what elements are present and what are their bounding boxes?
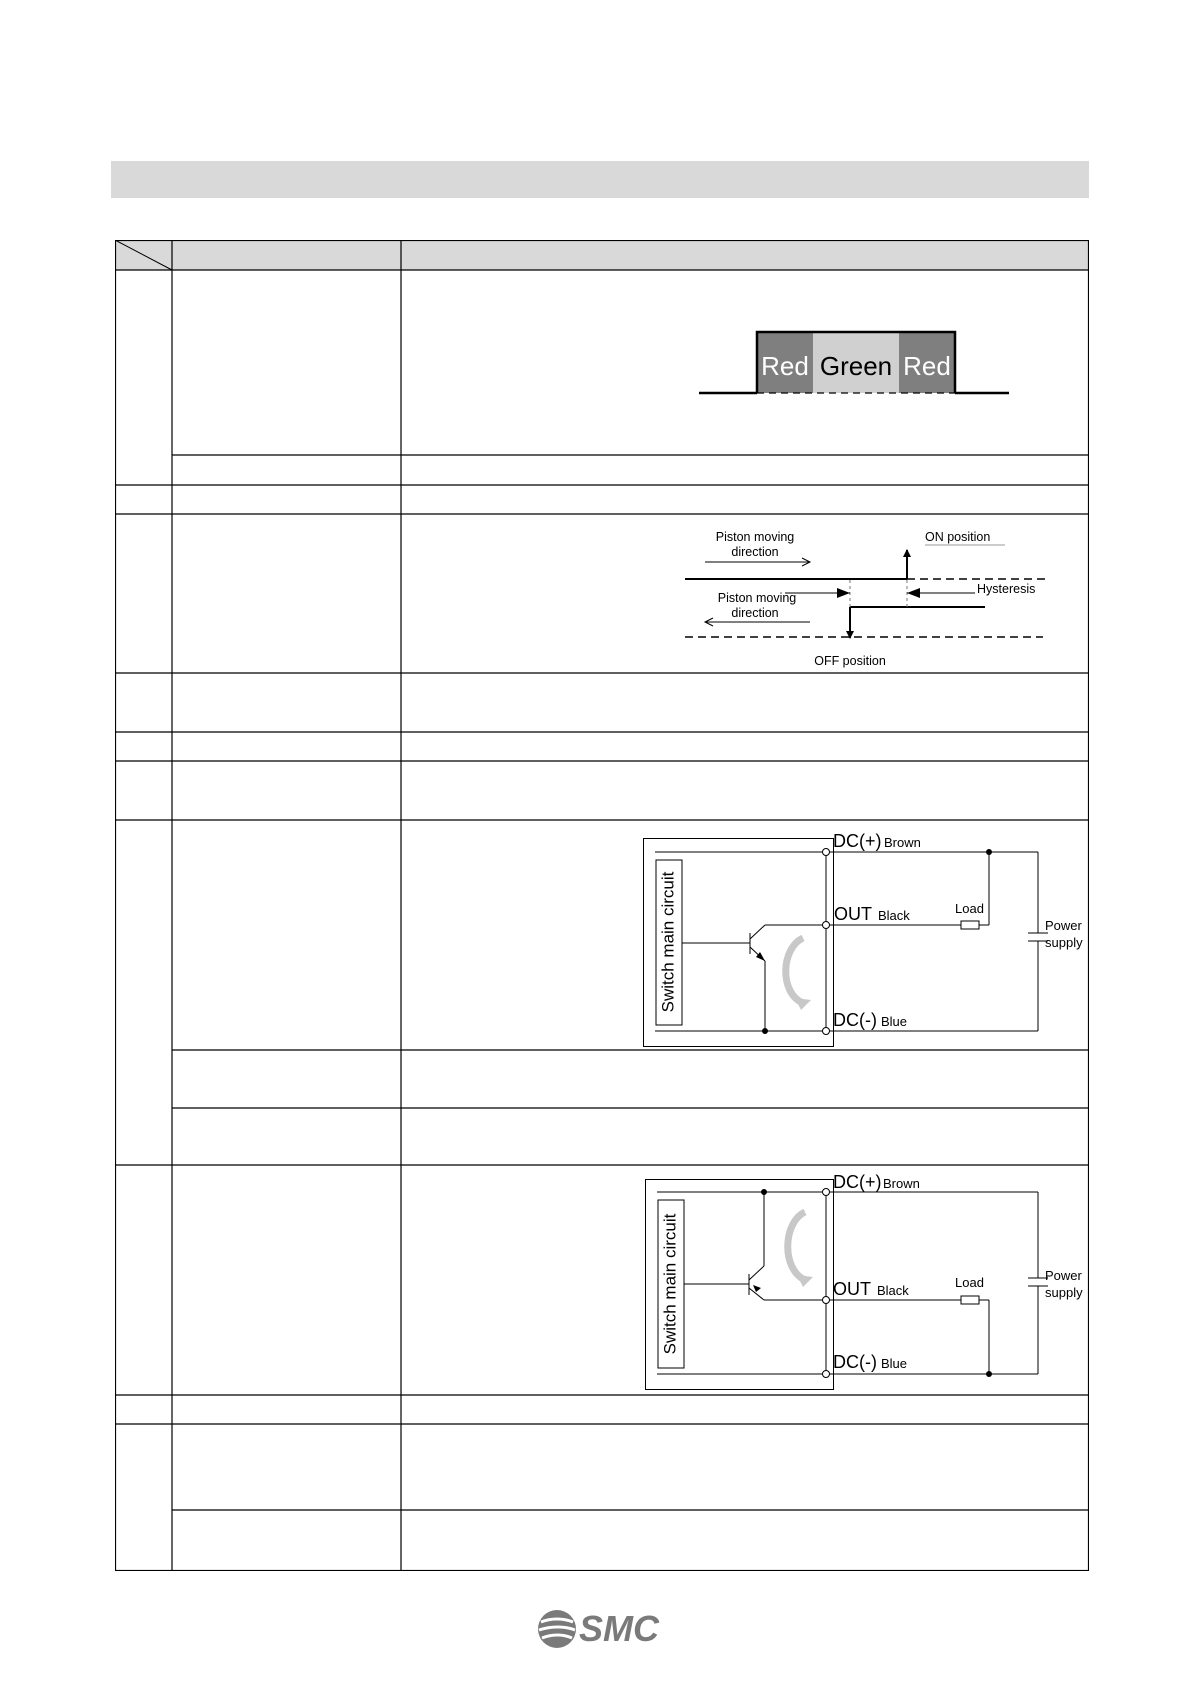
smc-logo-text: SMC bbox=[579, 1608, 659, 1649]
section-header-bar bbox=[111, 161, 1089, 198]
out-label: OUT bbox=[833, 1279, 871, 1299]
indicator-label-green: Green bbox=[819, 351, 893, 381]
dc-minus-label: DC(-) bbox=[833, 1010, 877, 1030]
out-label: OUT bbox=[834, 904, 872, 924]
indicator-label-red-1: Red bbox=[761, 351, 809, 381]
table-header-row bbox=[115, 240, 1089, 270]
off-position-label: OFF position bbox=[814, 654, 886, 668]
switch-main-circuit-label: Switch main circuit bbox=[660, 1213, 680, 1355]
supply-label: supply bbox=[1045, 1285, 1083, 1300]
hysteresis-label: Hysteresis bbox=[977, 582, 1036, 596]
on-position-label: ON position bbox=[925, 530, 991, 544]
blue-wire-label: Blue bbox=[881, 1356, 908, 1371]
specification-table bbox=[115, 240, 1089, 1571]
load-label: Load bbox=[955, 1275, 984, 1290]
power-label: Power bbox=[1045, 918, 1082, 933]
smc-logo-mark bbox=[538, 1610, 576, 1648]
indicator-label-red-2: Red bbox=[903, 351, 951, 381]
brown-wire-label: Brown bbox=[884, 835, 921, 850]
piston-moving-label-1: Piston moving bbox=[715, 530, 795, 544]
power-label: Power bbox=[1045, 1268, 1082, 1283]
direction-label-1: direction bbox=[731, 545, 779, 559]
dc-plus-label: DC(+) bbox=[833, 1174, 882, 1192]
direction-label-2: direction bbox=[731, 606, 779, 620]
piston-moving-label-2: Piston moving bbox=[717, 591, 797, 605]
switch-main-circuit-label: Switch main circuit bbox=[658, 871, 678, 1013]
brown-wire-label: Brown bbox=[883, 1176, 920, 1191]
dc-minus-label: DC(-) bbox=[833, 1352, 877, 1372]
supply-label: supply bbox=[1045, 935, 1083, 950]
dc-plus-label: DC(+) bbox=[833, 831, 882, 851]
load-label: Load bbox=[955, 901, 984, 916]
black-wire-label: Black bbox=[878, 908, 910, 923]
blue-wire-label: Blue bbox=[881, 1014, 908, 1029]
black-wire-label: Black bbox=[877, 1283, 909, 1298]
smc-logo bbox=[535, 1604, 665, 1654]
